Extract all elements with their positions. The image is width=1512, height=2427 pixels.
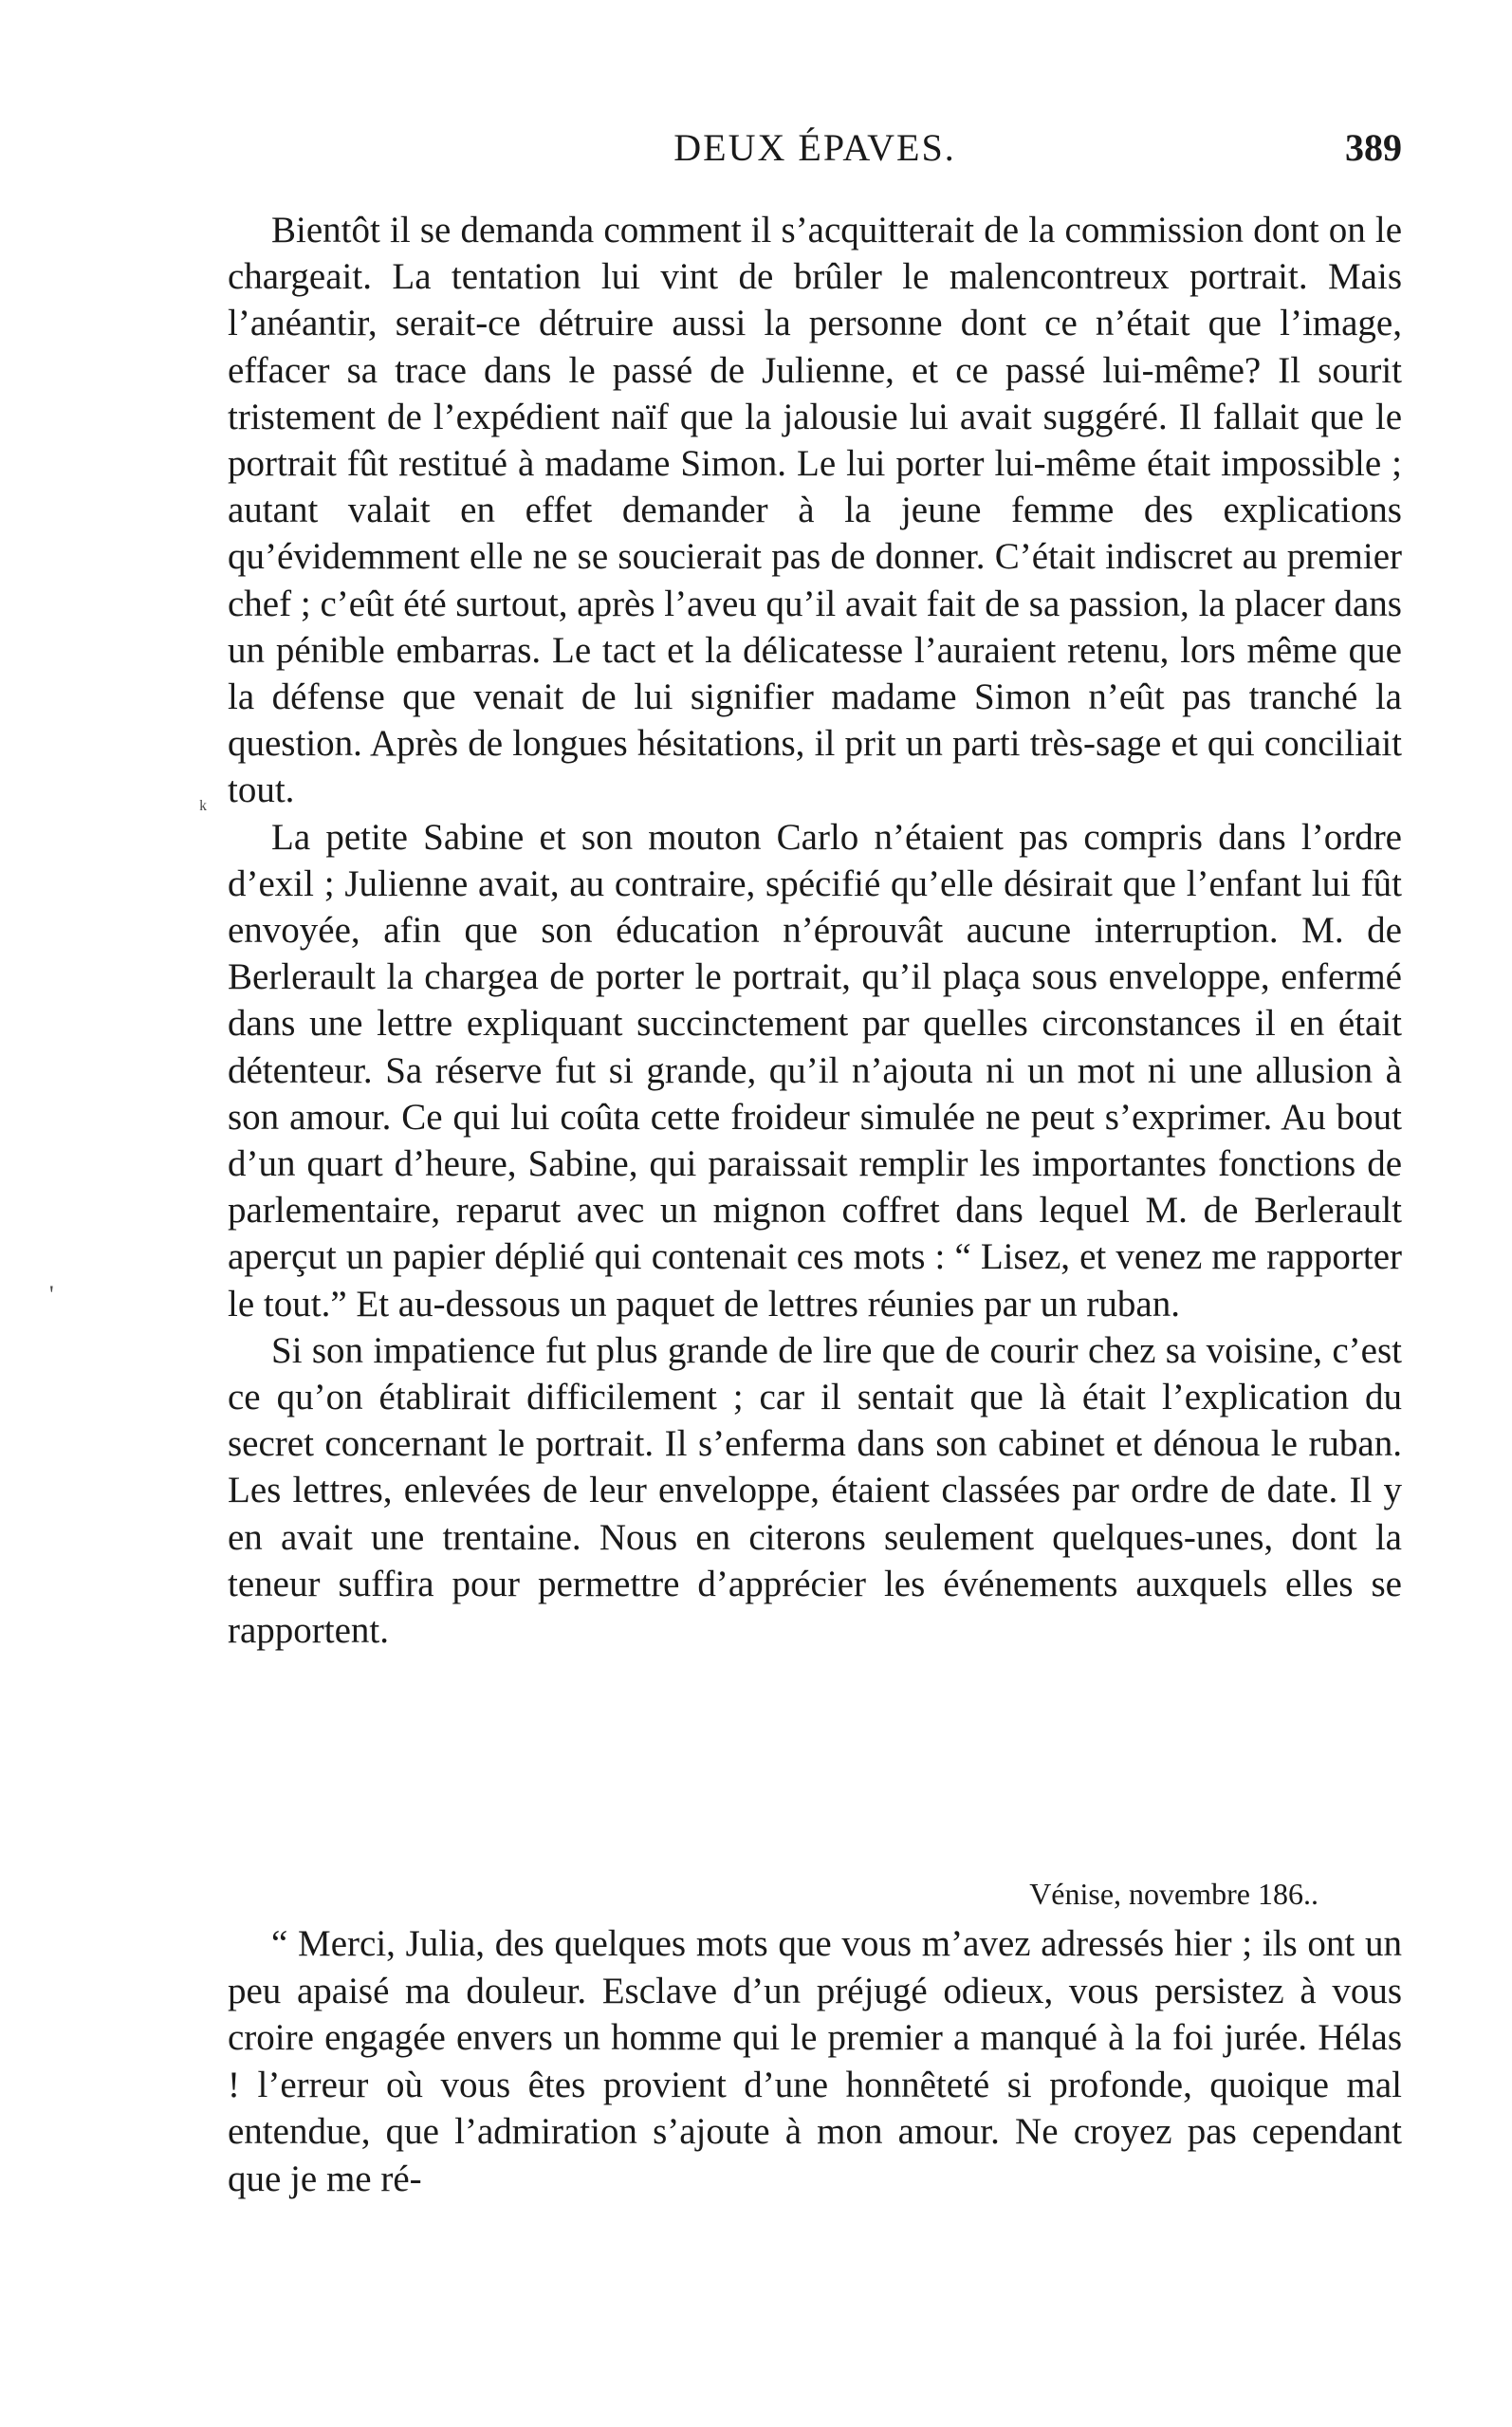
page-header bbox=[228, 125, 1402, 182]
paragraph: Si son impatience fut plus grande de lire que de courir chez sa voisine, c’est ce qu’on établirait difficilement ; car il sentait que là était l’explication du secret concernant le portrait. Il s’enferma dans son cabinet et dénoua le ruban. Les lettres, enlevées de leur enveloppe, étaient classées par ordre de date. Il y en avait une trentaine. Nous en citerons seulement quelques-unes, dont la teneur suffira pour permettre d’apprécier les événements auxquels elles se rapportent. bbox=[228, 1329, 1402, 1652]
paragraph: Bientôt il se demanda comment il s’acquitterait de la commission dont on le chargeait. La tentation lui vint de brûler le malencontreux portrait. Mais l’anéantir, serait-ce détruire aussi la personne dont ce n’était que l’image, effacer sa trace dans le passé de Julienne, et ce passé lui-même? Il sourit tristement de l’expédient naïf que la jalousie lui avait suggéré. Il fallait que le portrait fût restitué à madame Simon. Le lui porter lui-même était impossible ; autant valait en effet demander à la jeune femme des explications qu’évidemment elle ne se soucierait pas de donner. C’était indiscret au premier chef ; c’eût été surtout, après l’aveu qu’il avait fait de sa passion, la placer dans un pénible embarras. Le tact et la délicatesse l’auraient retenu, lors même que la défense que venait de lui signifier madame Simon n’eût pas tranché la question. Après de longues hésitations, il prit un parti très-sage et qui conciliait tout. bbox=[228, 210, 1402, 811]
quoted-letter bbox=[228, 1920, 1402, 2202]
margin-mark: ᵏ bbox=[199, 795, 208, 823]
body-text bbox=[228, 207, 1402, 1654]
margin-mark: ' bbox=[49, 1281, 54, 1308]
page-number: 389 bbox=[1345, 126, 1402, 169]
letter-dateline: Vénise, novembre 186.. bbox=[1029, 1877, 1318, 1911]
running-title: DEUX ÉPAVES. bbox=[673, 126, 956, 169]
paragraph: La petite Sabine et son mouton Carlo n’étaient pas compris dans l’ordre d’exil ; Julienne avait, au contraire, spécifié qu’elle désirait que l’enfant lui fût envoyée, afin que son éducation n’éprouvât aucune interruption. M. de Berlerault la chargea de porter le portrait, qu’il plaça sous enveloppe, enfermé dans une lettre expliquant succinctement par quelles circonstances il en était détenteur. Sa réserve fut si grande, qu’il n’ajouta ni un mot ni une allusion à son amour. Ce qui lui coûta cette froideur simulée ne peut s’exprimer. Au bout d’un quart d’heure, Sabine, qui paraissait remplir les importantes fonctions de parlementaire, reparut avec un mignon coffret dans lequel M. de Berlerault aperçut un papier déplié qui contenait ces mots : “ Lisez, et venez me rapporter le tout.” Et au-dessous un paquet de lettres réunies par un ruban. bbox=[228, 816, 1402, 1325]
letter-text: “ Merci, Julia, des quelques mots que vous m’avez adressés hier ; ils ont un peu apaisé ma douleur. Esclave d’un préjugé odieux, vous persistez à vous croire engagée envers un homme qui le premier a manqué à la foi jurée. Hélas ! l’erreur où vous êtes provient d’une honnêteté si profonde, quoique mal entendue, que l’admiration s’ajoute à mon amour. Ne croyez pas cependant que je me ré- bbox=[228, 1923, 1402, 2199]
